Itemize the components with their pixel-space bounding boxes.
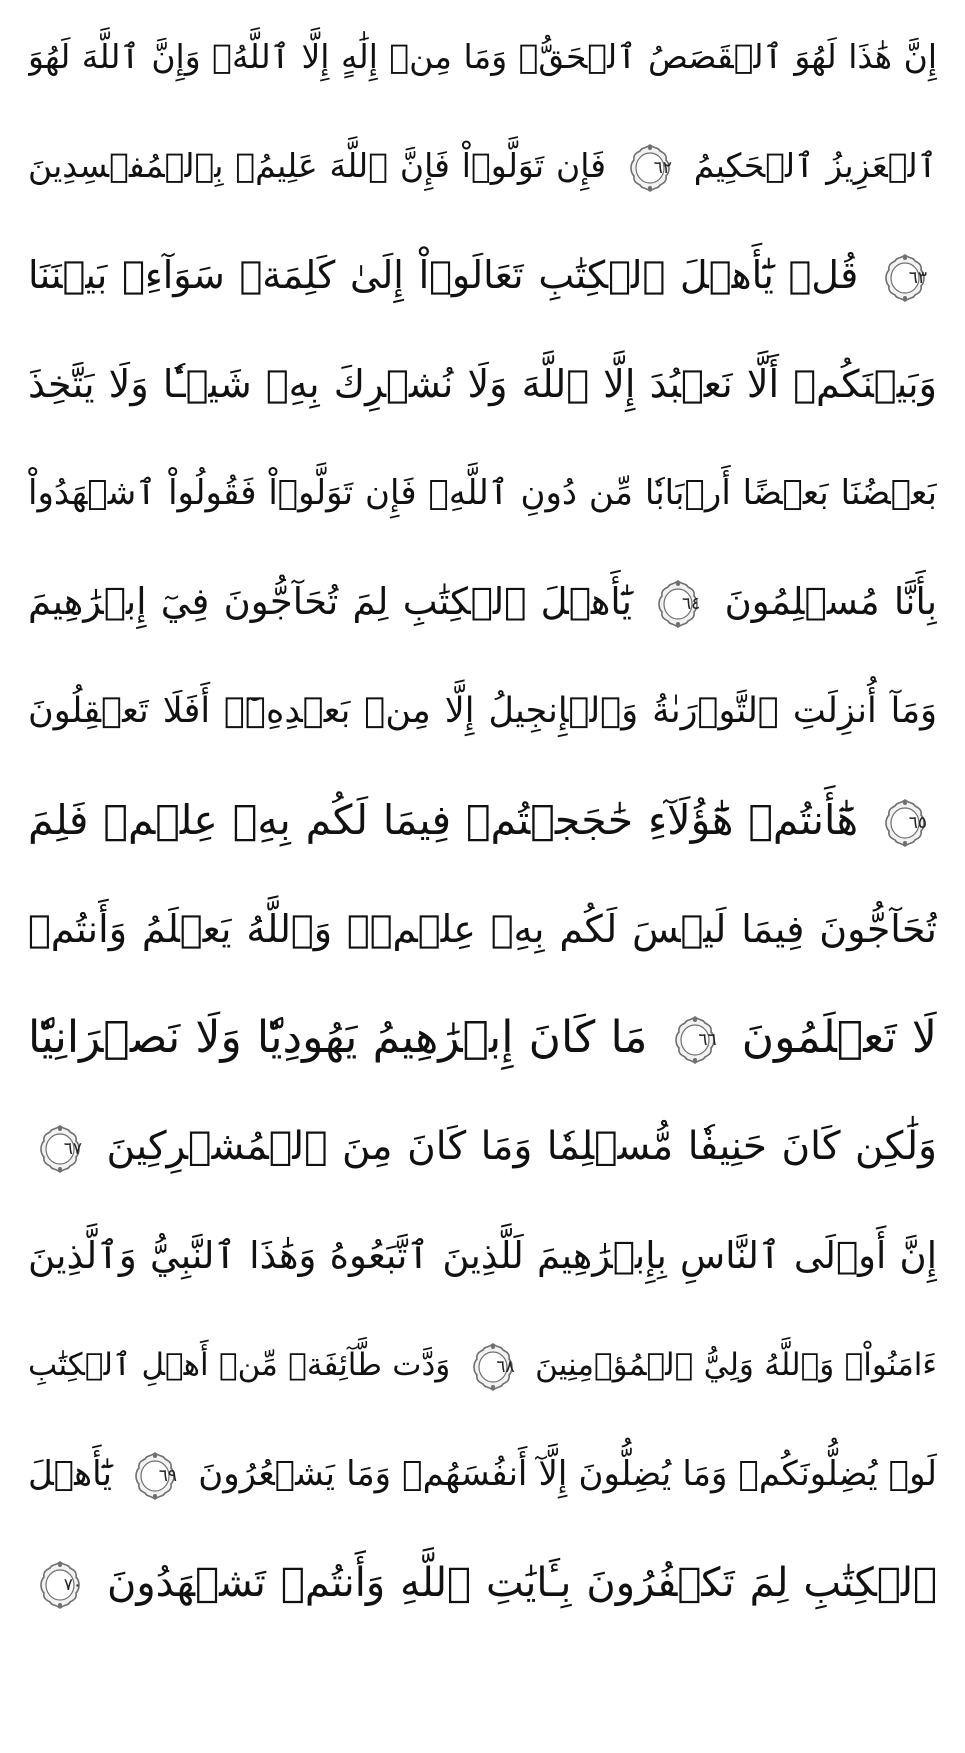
verse-number: ٦٩	[158, 1465, 178, 1486]
verse-text: وَبَيۡنَكُمۡ أَلَّا نَعۡبُدَ إِلَّا ٱللَّهَ وَلَا نُشۡرِكَ بِهِۦ شَيۡـٔٗا وَلَا يَتَّخِذَ	[28, 362, 937, 406]
verse-text: تُحَآجُّونَ فِيمَا لَيۡسَ لَكُم بِهِۦ عِلۡمٞۚ وَٱللَّهُ يَعۡلَمُ وَأَنتُمۡ	[28, 907, 937, 951]
verse-number-marker	[133, 1451, 177, 1501]
text-line	[28, 1207, 937, 1305]
verse-number-marker	[883, 798, 927, 848]
verse-text: وَلَٰكِن كَانَ حَنِيفٗا مُّسۡلِمٗا وَمَا كَانَ مِنَ ٱلۡمُشۡرِكِينَ	[106, 1124, 937, 1169]
verse-text: إِنَّ أَوۡلَى ٱلنَّاسِ بِإِبۡرَٰهِيمَ لَلَّذِينَ ٱتَّبَعُوهُ وَهَٰذَا ٱلنَّبِيُّ وَٱلَّذِينَ	[28, 1234, 937, 1277]
text-line	[28, 8, 937, 106]
verse-number: ٦٥	[908, 813, 927, 833]
verse-text: يَٰٓأَهۡلَ	[28, 1454, 112, 1494]
verse-text: إِنَّ هَٰذَا لَهُوَ ٱلۡقَصَصُ ٱلۡحَقُّۚ وَمَا مِنۡ إِلَٰهٍ إِلَّا ٱللَّهُۚ وَإِنَّ ٱللَّهَ لَهُوَ	[28, 37, 937, 76]
verse-text: ءَامَنُواْۗ وَٱللَّهُ وَلِيُّ ٱلۡمُؤۡمِنِينَ	[535, 1347, 937, 1383]
text-line	[28, 553, 937, 651]
text-line	[28, 226, 937, 324]
verse-number-marker	[883, 253, 927, 303]
text-line	[28, 989, 937, 1087]
verse-number: ٦٦	[698, 1030, 717, 1050]
verse-text: فَإِن تَوَلَّوۡاْ فَإِنَّ ٱللَّهَ عَلِيمُۢ بِٱلۡمُفۡسِدِينَ	[28, 146, 607, 185]
verse-text: يَٰٓأَهۡلَ ٱلۡكِتَٰبِ لِمَ تُحَآجُّونَ فِيٓ إِبۡرَٰهِيمَ	[28, 580, 632, 623]
verse-number: ٧٠	[63, 1575, 82, 1595]
text-line	[28, 880, 937, 978]
text-line	[28, 1534, 937, 1632]
verse-text: هَٰٓأَنتُمۡ هَٰٓؤُلَآءِ حَٰجَجۡتُمۡ فِيمَا لَكُم بِهِۦ عِلۡمٞ فَلِمَ	[28, 796, 859, 844]
text-line	[28, 117, 937, 215]
verse-number-marker	[656, 579, 700, 629]
verse-number-marker	[471, 1342, 515, 1392]
verse-number-marker	[628, 143, 672, 193]
text-line	[28, 335, 937, 433]
text-line	[28, 1425, 937, 1523]
verse-number: ٦٨	[496, 1356, 515, 1377]
verse-number: ٦٣	[908, 267, 927, 288]
verse-number-marker	[673, 1015, 717, 1065]
verse-text: مَا كَانَ إِبۡرَٰهِيمُ يَهُودِيّٗا وَلَا نَصۡرَانِيّٗا	[28, 1012, 648, 1063]
verse-text: وَدَّت طَّآئِفَةٞ مِّنۡ أَهۡلِ ٱلۡكِتَٰبِ	[28, 1347, 451, 1383]
verse-number: ٦٢	[653, 157, 672, 178]
verse-number: ٦٧	[63, 1138, 82, 1159]
verse-text: بَعۡضُنَا بَعۡضًا أَرۡبَابٗا مِّن دُونِ ٱللَّهِۚ فَإِن تَوَلَّوۡاْ فَقُولُواْ ٱشۡهَدُواْ	[28, 473, 937, 513]
text-line	[28, 662, 937, 760]
verse-text: ٱلۡعَزِيزُ ٱلۡحَكِيمُ	[693, 146, 937, 185]
verse-text: وَمَآ أُنزِلَتِ ٱلتَّوۡرَىٰةُ وَٱلۡإِنجِيلُ إِلَّا مِنۢ بَعۡدِهِۦٓۚ أَفَلَا تَعۡقِلُونَ	[28, 691, 937, 731]
text-line	[28, 1316, 937, 1414]
text-line	[28, 444, 937, 542]
verse-number-marker	[38, 1560, 82, 1610]
verse-number-marker	[38, 1124, 82, 1174]
verse-text: بِأَنَّا مُسۡلِمُونَ	[724, 580, 937, 623]
text-line	[28, 1098, 937, 1196]
verse-text: قُلۡ يَٰٓأَهۡلَ ٱلۡكِتَٰبِ تَعَالَوۡاْ إِلَىٰ كَلِمَةٖ سَوَآءِۭ بَيۡنَنَا	[28, 253, 859, 297]
verse-number: ٦٤	[682, 593, 701, 614]
verse-text: لَا تَعۡلَمُونَ	[741, 1012, 937, 1063]
verse-text: ٱلۡكِتَٰبِ لِمَ تَكۡفُرُونَ بِـَٔايَٰتِ ٱللَّهِ وَأَنتُمۡ تَشۡهَدُونَ	[106, 1560, 937, 1606]
verse-text: لَوۡ يُضِلُّونَكُمۡ وَمَا يُضِلُّونَ إِلَّآ أَنفُسَهُمۡ وَمَا يَشۡعُرُونَ	[198, 1454, 937, 1494]
text-line	[28, 771, 937, 869]
